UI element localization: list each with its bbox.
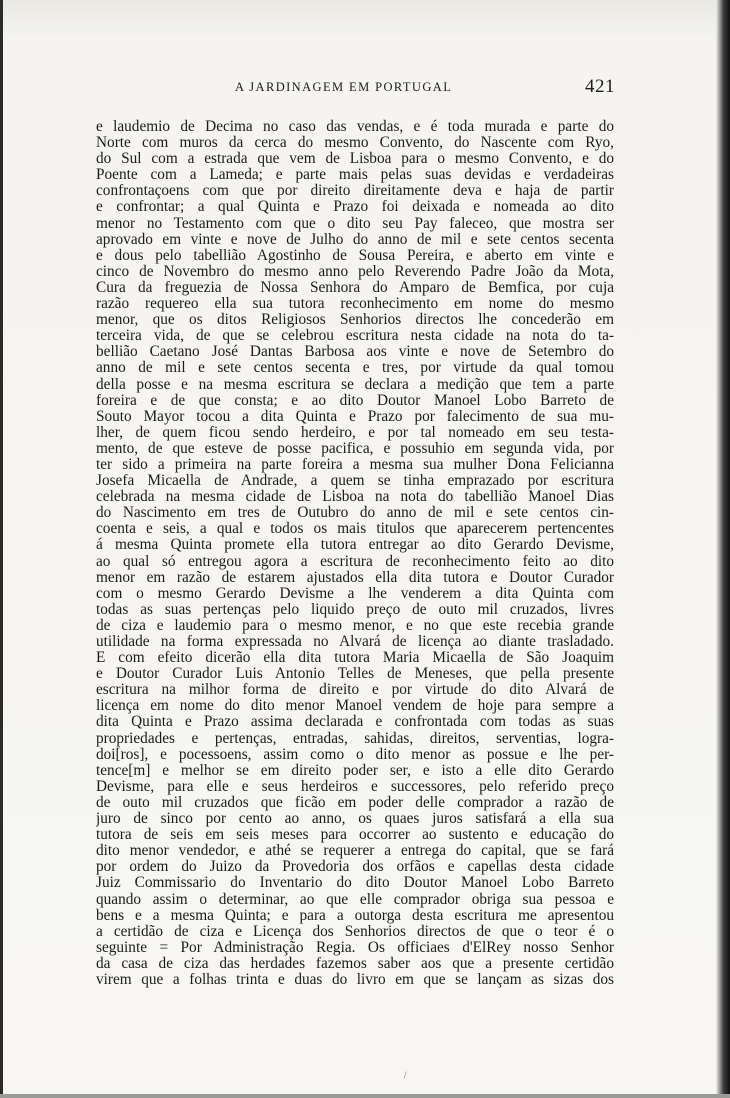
scan-edge-right	[716, 0, 730, 1098]
text-line: coenta e seis, a qual e todos os mais titulos que aparecerem pertencentes	[96, 521, 614, 538]
text-line: Josefa Micaella de Andrade, a quem se tinha emprazado por escritura	[96, 473, 614, 490]
text-line: doi[ros], e pocessoens, assim como o dito menor as possue e lhe per-	[96, 746, 614, 763]
text-line: menor no Testamento com que o dito seu Pay faleceo, que mostra ser	[96, 215, 614, 232]
text-line: Juiz Commissario do Inventario do dito Doutor Manoel Lobo Barreto	[96, 875, 614, 892]
text-line: della posse e na mesma escritura se declara a medição que tem a parte	[96, 376, 614, 393]
text-line: propriedades e pertenças, entradas, sahidas, direitos, serventias, logra-	[96, 730, 614, 747]
text-line: celebrada na mesma cidade de Lisboa na nota do tabellião Manoel Dias	[96, 489, 614, 506]
text-line: terceira vida, de que se celebrou escritura nesta cidade na nota do ta-	[96, 328, 614, 345]
text-line: tutora de seis em seis meses para occorrer ao sustento e educação do	[96, 827, 614, 844]
text-line: a certidão de ciza e Licença dos Senhorios directos de que o teor é o	[96, 923, 614, 940]
scan-edge-left	[0, 0, 3, 1098]
text-line: quando assim o determinar, ao que elle comprador obriga sua pessoa e	[96, 891, 614, 908]
text-line: ter sido a primeira na parte foreira a mesma sua mulher Dona Felicianna	[96, 456, 614, 473]
text-line: e confrontar; a qual Quinta e Prazo foi deixada e nomeada ao dito	[96, 199, 614, 216]
text-line: lher, de quem ficou sendo herdeiro, e por tal nomeado em seu testa-	[96, 424, 614, 441]
text-line: dita Quinta e Prazo assima declarada e confrontada com todas as suas	[96, 714, 614, 731]
running-head: A JARDINAGEM EM PORTUGAL	[235, 80, 453, 94]
body-text	[96, 119, 614, 988]
text-line: juro de sinco por cento ao anno, os quaes juros satisfará a ella sua	[96, 811, 614, 828]
text-line: e dous pelo tabellião Agostinho de Sousa Pereira, e aberto em vinte e	[96, 247, 614, 264]
text-line: bens e a mesma Quinta; e para a outorga desta escritura me apresentou	[96, 907, 614, 924]
footer-mark: /	[404, 1070, 407, 1080]
text-line: bellião Caetano José Dantas Barbosa aos vinte e nove de Setembro do	[96, 344, 614, 361]
text-line: todas as suas pertenças pelo liquido preço de outo mil cruzados, livres	[96, 601, 614, 618]
text-line: e laudemio de Decima no caso das vendas, e é toda murada e parte do	[96, 119, 614, 135]
text-line: anno de mil e sete centos secenta e tres, por virtude da qual tomou	[96, 360, 614, 377]
text-line: licença em nome do dito menor Manoel vendem de hoje para sempre a	[96, 698, 614, 715]
text-line: confrontaçoens com que por direito direitamente deva e haja de partir	[96, 183, 614, 200]
text-line: Souto Mayor tocou a dita Quinta e Prazo por falecimento de sua mu-	[96, 408, 614, 425]
text-line: tence[m] e melhor se em direito poder ser, e isto a elle dito Gerardo	[96, 762, 614, 779]
text-line: virem que a folhas trinta e duas do livro em que se lançam as sizas dos	[96, 971, 614, 988]
text-line: E com efeito dicerão ella dita tutora Maria Micaella de São Joaquim	[96, 650, 614, 667]
text-line: por ordem do Juizo da Provedoria dos orfãos e capellas desta cidade	[96, 859, 614, 876]
text-line: menor, que os ditos Religiosos Senhorios directos lhe concederão em	[96, 312, 614, 329]
text-line: Cura da freguezia de Nossa Senhora do Amparo de Bemfica, por cuja	[96, 279, 614, 296]
text-line: cinco de Novembro do mesmo anno pelo Reverendo Padre João da Mota,	[96, 263, 614, 280]
scan-edge-bottom	[0, 1094, 730, 1098]
text-line: com o mesmo Gerardo Devisme a lhe venderem a dita Quinta com	[96, 585, 614, 602]
text-line: da casa de ciza das herdades fazemos saber aos que a presente certidão	[96, 955, 614, 972]
text-line: razão requereo ella sua tutora reconhecimento em nome do mesmo	[96, 296, 614, 313]
text-line: e Doutor Curador Luis Antonio Telles de Meneses, que pella presente	[96, 666, 614, 683]
text-line: menor em razão de estarem ajustados ella dita tutora e Doutor Curador	[96, 569, 614, 586]
text-line: de outo mil cruzados que ficão em poder delle comprador a razão de	[96, 794, 614, 811]
text-line: foreira e de que consta; e ao dito Doutor Manoel Lobo Barreto de	[96, 392, 614, 409]
text-line: Poente com a Lameda; e parte mais pelas suas devidas e verdadeiras	[96, 167, 614, 184]
text-line: aprovado em vinte e nove de Julho do anno de mil e sete centos secenta	[96, 231, 614, 248]
page-header	[95, 76, 615, 102]
text-line: ao qual só entregou agora a escritura de reconhecimento feito ao dito	[96, 553, 614, 570]
text-line: á mesma Quinta promete ella tutora entregar ao dito Gerardo Devisme,	[96, 537, 614, 554]
text-line: mento, de que esteve de posse pacifica, e possuhio em segunda vida, por	[96, 440, 614, 457]
text-line: de ciza e laudemio para o mesmo menor, e no que este recebia grande	[96, 617, 614, 634]
text-line: seguinte = Por Administração Regia. Os officiaes d'ElRey nosso Senhor	[96, 939, 614, 956]
text-line: Devisme, para elle e seus herdeiros e successores, pelo referido preço	[96, 778, 614, 795]
text-line: Norte com muros da cerca do mesmo Convento, do Nascente com Ryo,	[96, 135, 614, 152]
text-line: utilidade na forma expressada no Alvará de licença ao diante trasladado.	[96, 634, 614, 650]
text-line: escritura na milhor forma de direito e por virtude do dito Alvará de	[96, 682, 614, 699]
text-line: do Nascimento em tres de Outubro do anno de mil e sete centos cin-	[96, 505, 614, 522]
text-line: dito menor vendedor, e athé se requerer a entrega do capital, que se fará	[96, 843, 614, 860]
page-number: 421	[585, 76, 615, 97]
text-line: do Sul com a estrada que vem de Lisboa para o mesmo Convento, e do	[96, 151, 614, 168]
